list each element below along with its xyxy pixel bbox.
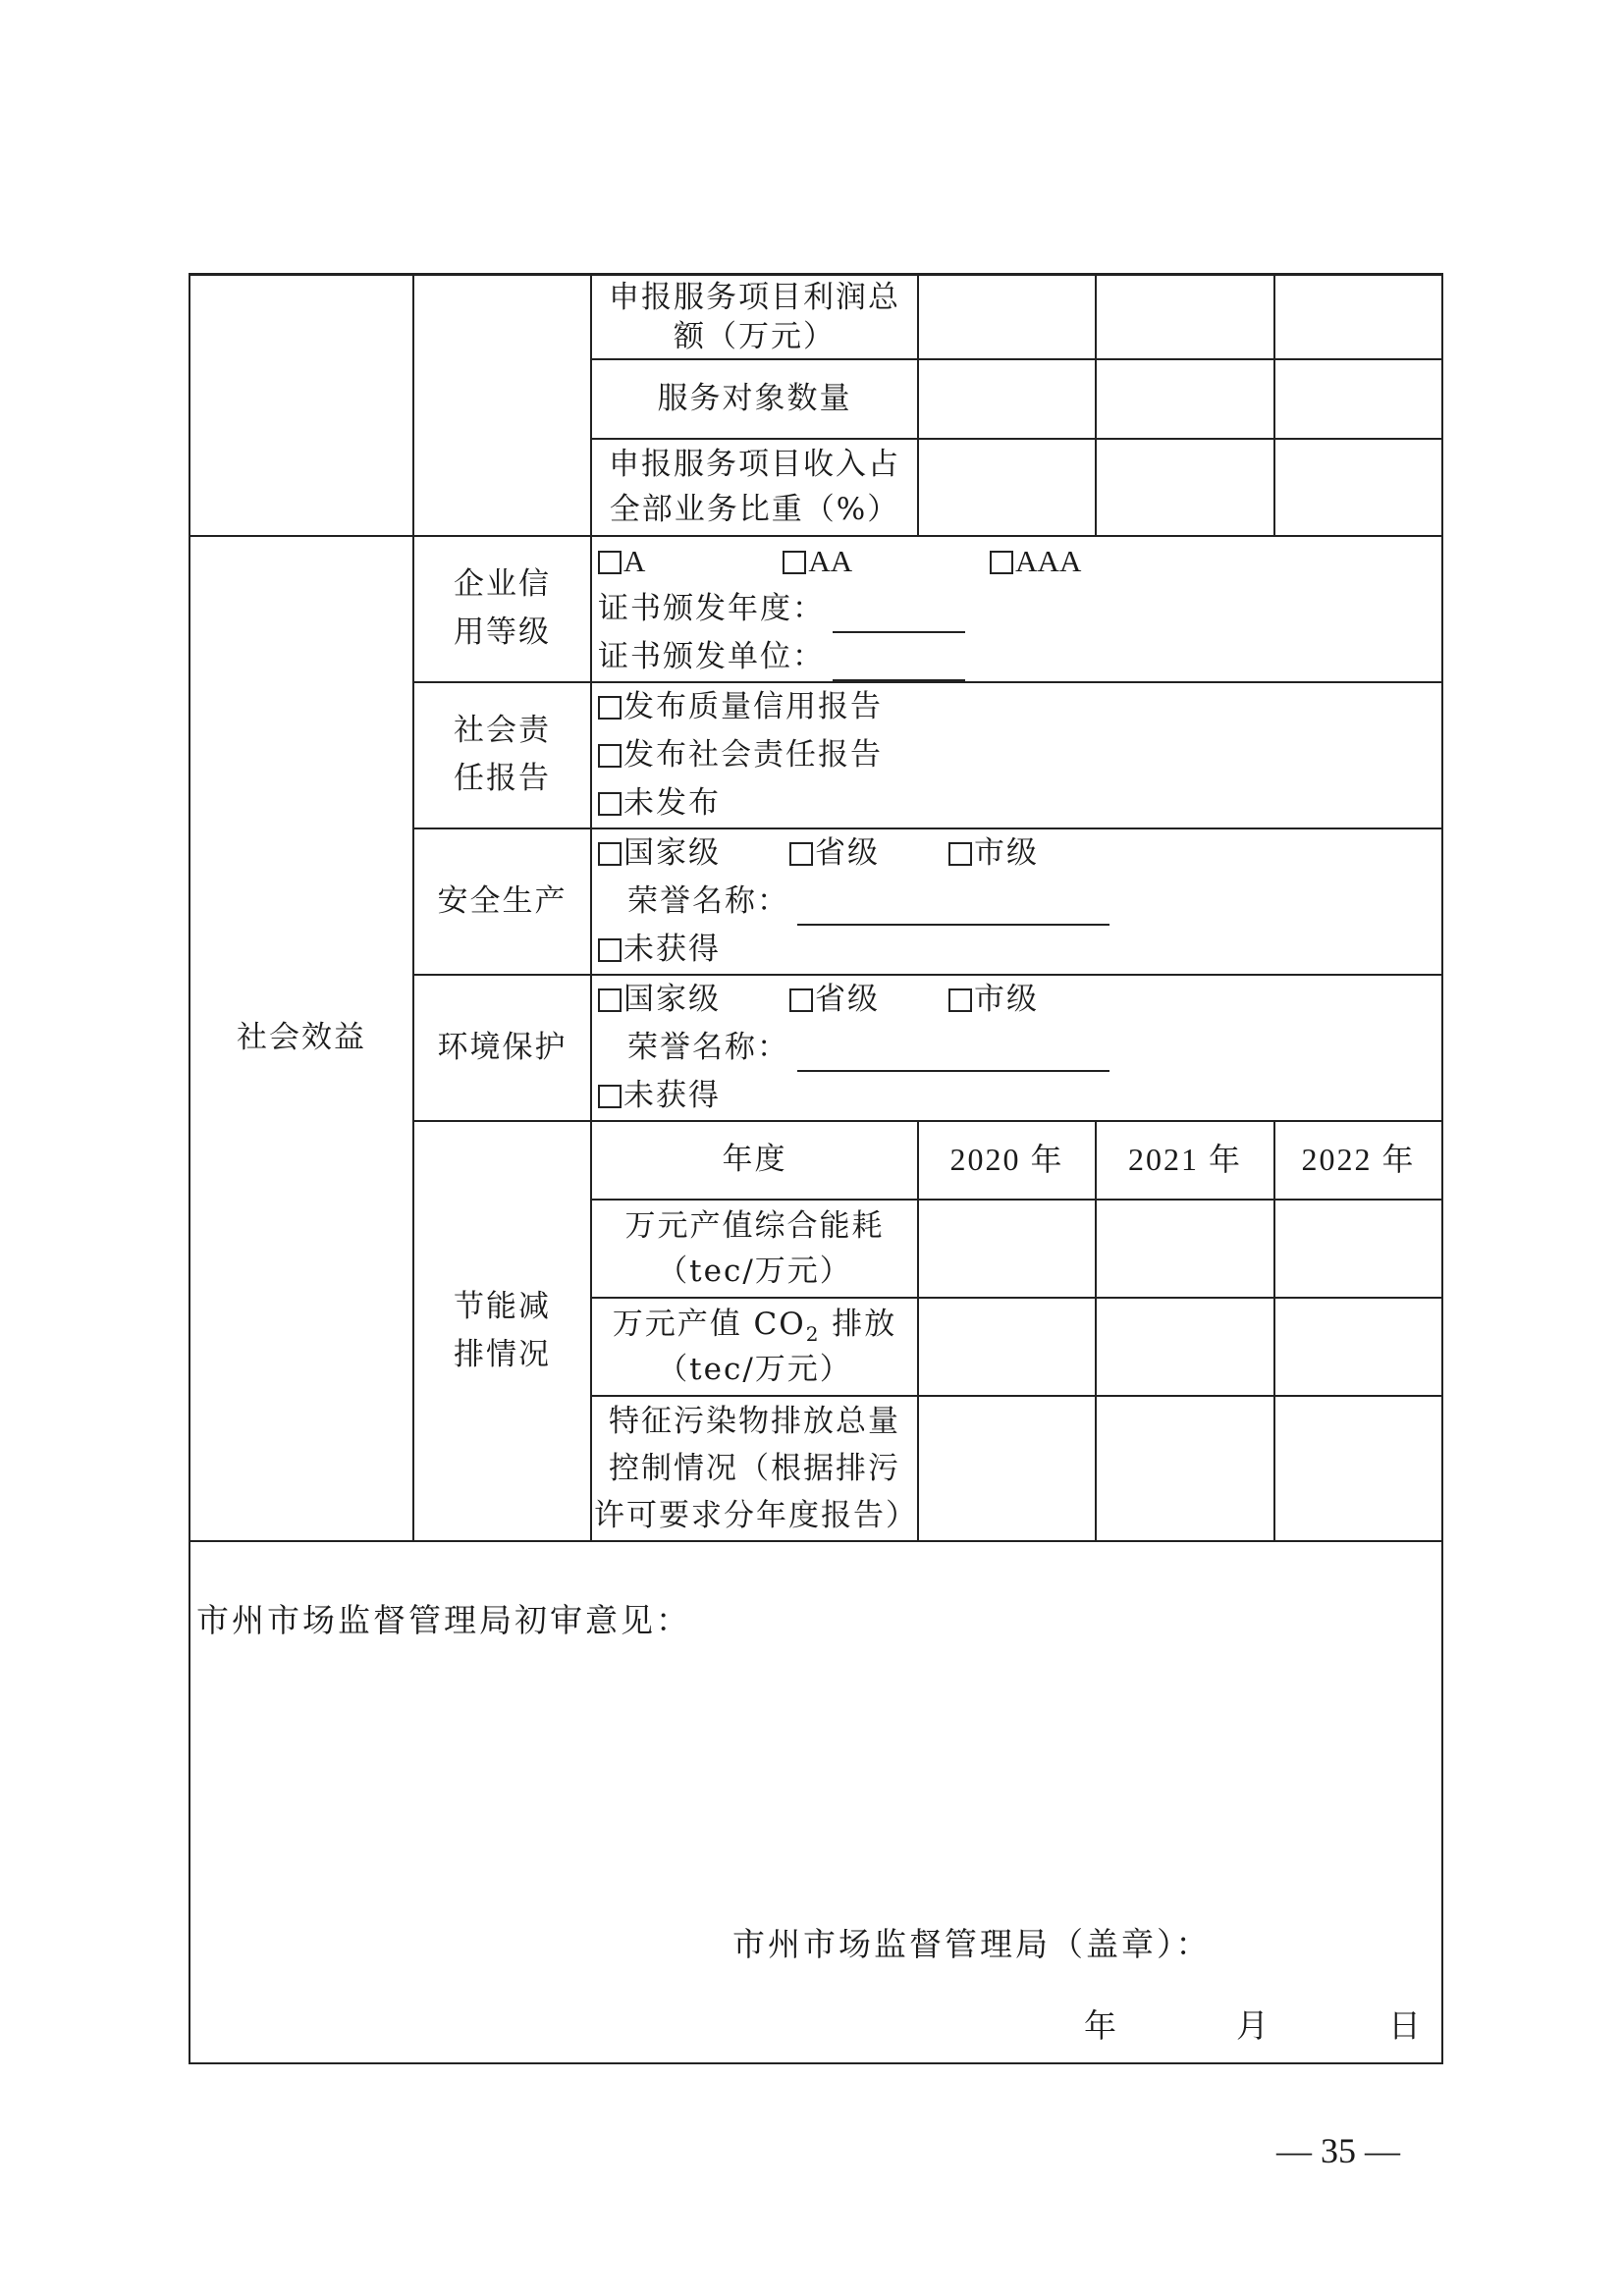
pollutant-control-label: 特征污染物排放总量控制情况（根据排污许可要求分年度报告）: [591, 1396, 918, 1541]
safety-city-checkbox[interactable]: [948, 842, 972, 866]
safety-honor-label: 荣誉名称：: [627, 882, 789, 919]
application-form-table: [189, 273, 1443, 2064]
energy-consumption-line1: 万元产值综合能耗: [624, 1207, 885, 1244]
ratio-2022-cell[interactable]: [1274, 439, 1442, 536]
safety-none-checkbox[interactable]: [598, 938, 622, 962]
social-report-label: 社会责任报告: [413, 682, 591, 828]
energy-2022-cell[interactable]: [1274, 1200, 1442, 1298]
profit-2020-cell[interactable]: [918, 275, 1096, 359]
energy-consumption-label: [591, 1200, 918, 1298]
env-options-cell: [591, 975, 1442, 1121]
pollutant-2021-cell[interactable]: [1096, 1396, 1274, 1541]
env-provincial-label: 省级: [815, 981, 880, 1017]
blank-subcategory-cell: [413, 275, 591, 536]
env-city-label: 市级: [974, 981, 1039, 1017]
credit-level-label: 企业信用等级: [413, 536, 591, 682]
energy-label: 节能减排情况: [413, 1121, 591, 1541]
env-national-checkbox[interactable]: [598, 988, 622, 1012]
credit-aaa-label: AAA: [1015, 543, 1082, 578]
env-none-checkbox[interactable]: [598, 1085, 622, 1108]
co2-emission-label: [591, 1298, 918, 1396]
safety-none-label: 未获得: [623, 931, 721, 967]
blank-category-cell: [189, 275, 413, 536]
credit-aa-checkbox[interactable]: [783, 551, 806, 574]
ratio-2020-cell[interactable]: [918, 439, 1096, 536]
env-provincial-checkbox[interactable]: [789, 988, 813, 1012]
co2-subscript: 2: [805, 1321, 821, 1346]
page-number: — 35 —: [1276, 2131, 1400, 2170]
safety-honor-field[interactable]: [797, 892, 1109, 926]
credit-a-label: A: [623, 543, 646, 578]
responsibility-report-label: 发布社会责任报告: [623, 736, 883, 773]
opinion-cell[interactable]: [189, 1541, 1442, 2063]
co2-2021-cell[interactable]: [1096, 1298, 1274, 1396]
safety-national-checkbox[interactable]: [598, 842, 622, 866]
env-honor-field[interactable]: [797, 1039, 1109, 1072]
issue-year-label: 证书颁发年度：: [598, 590, 825, 626]
seal-label: 市州市场监督管理局（盖章）：: [732, 1924, 1212, 1963]
safety-city-label: 市级: [974, 834, 1039, 871]
env-none-label: 未获得: [623, 1077, 721, 1113]
co2-line2: （tec/万元）: [657, 1351, 852, 1387]
not-published-checkbox[interactable]: [598, 792, 622, 816]
clients-2021-cell[interactable]: [1096, 359, 1274, 439]
social-benefit-label: 社会效益: [189, 536, 413, 1541]
pollutant-2022-cell[interactable]: [1274, 1396, 1442, 1541]
report-options-cell: [591, 682, 1442, 828]
safety-national-label: 国家级: [623, 834, 721, 871]
date-line: [1084, 2002, 1423, 2050]
profit-2021-cell[interactable]: [1096, 275, 1274, 359]
safety-options-cell: [591, 828, 1442, 975]
safety-provincial-label: 省级: [815, 834, 880, 871]
opinion-label: 市州市场监督管理局初审意见：: [196, 1600, 691, 1639]
credit-options-cell: [591, 536, 1442, 682]
quality-report-checkbox[interactable]: [598, 696, 622, 720]
credit-a-checkbox[interactable]: [598, 551, 622, 574]
date-month-label: 月: [1236, 2005, 1271, 2045]
credit-aa-label: AA: [808, 543, 853, 578]
co2-2022-cell[interactable]: [1274, 1298, 1442, 1396]
quality-report-label: 发布质量信用报告: [623, 688, 883, 724]
energy-consumption-line2: （tec/万元）: [657, 1253, 852, 1289]
year-2022-header: 2022 年: [1274, 1121, 1442, 1200]
safety-provincial-checkbox[interactable]: [789, 842, 813, 866]
env-national-label: 国家级: [623, 981, 721, 1017]
co2-line1-head: 万元产值 CO: [612, 1306, 806, 1342]
env-label: 环境保护: [413, 975, 591, 1121]
profit-label: 申报服务项目利润总额（万元）: [591, 275, 918, 359]
co2-2020-cell[interactable]: [918, 1298, 1096, 1396]
clients-2022-cell[interactable]: [1274, 359, 1442, 439]
energy-2020-cell[interactable]: [918, 1200, 1096, 1298]
responsibility-report-checkbox[interactable]: [598, 744, 622, 768]
not-published-label: 未发布: [623, 784, 721, 821]
clients-label: 服务对象数量: [591, 359, 918, 439]
year-header: 年度: [591, 1121, 918, 1200]
profit-2022-cell[interactable]: [1274, 275, 1442, 359]
year-2021-header: 2021 年: [1096, 1121, 1274, 1200]
pollutant-2020-cell[interactable]: [918, 1396, 1096, 1541]
year-2020-header: 2020 年: [918, 1121, 1096, 1200]
issue-unit-label: 证书颁发单位：: [598, 638, 825, 674]
env-honor-label: 荣誉名称：: [627, 1029, 789, 1065]
ratio-2021-cell[interactable]: [1096, 439, 1274, 536]
ratio-label: 申报服务项目收入占全部业务比重（%）: [591, 439, 918, 536]
issue-year-field[interactable]: [833, 600, 965, 633]
credit-aaa-checkbox[interactable]: [990, 551, 1013, 574]
env-city-checkbox[interactable]: [948, 988, 972, 1012]
energy-2021-cell[interactable]: [1096, 1200, 1274, 1298]
issue-unit-field[interactable]: [833, 648, 965, 681]
clients-2020-cell[interactable]: [918, 359, 1096, 439]
co2-line1-tail: 排放: [820, 1306, 897, 1342]
date-day-label: 日: [1388, 2005, 1423, 2045]
date-year-label: 年: [1084, 2005, 1118, 2045]
safety-label: 安全生产: [413, 828, 591, 975]
